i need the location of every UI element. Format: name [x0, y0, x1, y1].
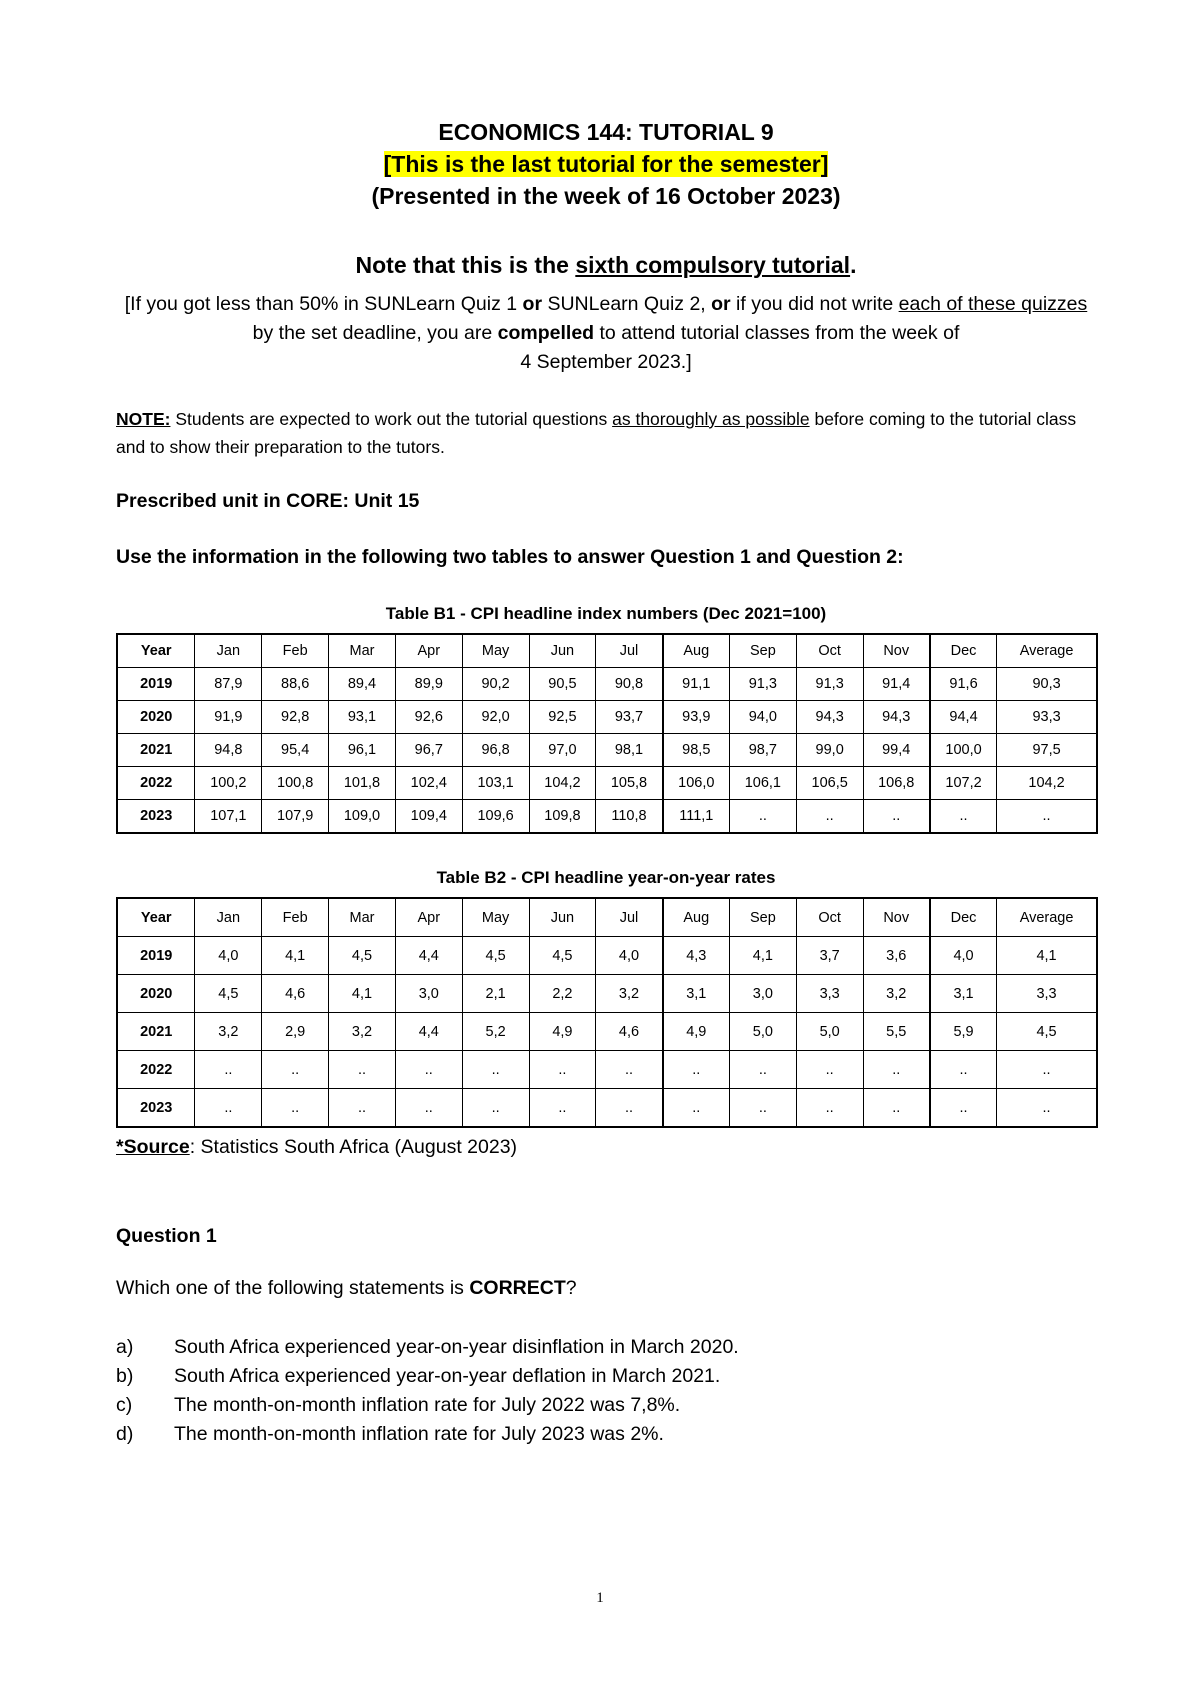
table-cell: 104,2 [997, 767, 1097, 800]
preparation-note: NOTE: Students are expected to work out the tutorial questions as thoroughly as possible before coming to the tutorial class and to show their preparation to the tutors. [116, 409, 1077, 457]
table-cell: .. [997, 800, 1097, 834]
table-cell: 99,0 [796, 734, 863, 767]
table-header-cell: Dec [930, 898, 997, 937]
presented-date: (Presented in the week of 16 October 2023) [371, 183, 841, 209]
table-cell: 109,0 [329, 800, 396, 834]
table-cell: 95,4 [262, 734, 329, 767]
table-cell: 5,0 [729, 1013, 796, 1051]
question-1-text: Which one of the following statements is CORRECT? [116, 1277, 577, 1299]
table-row [117, 1013, 1097, 1051]
table-cell: 106,5 [796, 767, 863, 800]
table-cell: 3,1 [930, 975, 997, 1013]
table-cell: 105,8 [596, 767, 663, 800]
table-header-cell: Feb [262, 634, 329, 668]
table-cell: .. [997, 1051, 1097, 1089]
table-cell: .. [930, 1089, 997, 1128]
table-cell: 4,1 [997, 937, 1097, 975]
table-cell: 110,8 [596, 800, 663, 834]
table-cell: 91,3 [796, 668, 863, 701]
table-header-cell: Nov [863, 898, 930, 937]
table-cell: 111,1 [663, 800, 730, 834]
table-row-year: 2022 [117, 1051, 195, 1089]
table-row [117, 975, 1097, 1013]
table-cell: 93,1 [329, 701, 396, 734]
prescribed-unit: Prescribed unit in CORE: Unit 15 [116, 490, 420, 512]
table-cell: 99,4 [863, 734, 930, 767]
table-cell: 4,5 [462, 937, 529, 975]
table-cell: .. [663, 1051, 730, 1089]
table-cell: 89,9 [395, 668, 462, 701]
table-cell: 3,3 [997, 975, 1097, 1013]
table-cell: 109,6 [462, 800, 529, 834]
table-row-year: 2023 [117, 1089, 195, 1128]
table-cell: 4,9 [663, 1013, 730, 1051]
attendance-conditions: [If you got less than 50% in SUNLearn Quiz 1 or SUNLearn Quiz 2, or if you did not write each of these quizzes by the set deadline, you are compelled to attend tutorial classes from the week of 4 September 2023.] [124, 293, 1088, 373]
last-tutorial-notice: [This is the last tutorial for the semester] [383, 151, 829, 177]
table-cell: 90,3 [997, 668, 1097, 701]
table-header-cell: May [462, 634, 529, 668]
table-cell: 96,7 [395, 734, 462, 767]
table-header-cell: Average [997, 634, 1097, 668]
table-cell: 4,4 [395, 1013, 462, 1051]
table-cell: 87,9 [195, 668, 262, 701]
table-cell: 2,1 [462, 975, 529, 1013]
table-header-cell: Jun [529, 898, 596, 937]
table-row-year: 2019 [117, 937, 195, 975]
table-cell: .. [596, 1051, 663, 1089]
table-cell: .. [596, 1089, 663, 1128]
table-row-year: 2020 [117, 701, 195, 734]
table-header-cell: Jan [195, 898, 262, 937]
question-1-options [116, 1333, 739, 1449]
page-title: ECONOMICS 144: TUTORIAL 9 [438, 119, 774, 145]
table-header-row [117, 634, 1097, 668]
table-cell: .. [863, 800, 930, 834]
table-cell: .. [262, 1051, 329, 1089]
table-cell: .. [930, 1051, 997, 1089]
table-cell: 4,1 [262, 937, 329, 975]
table-cell: .. [462, 1089, 529, 1128]
table-cell: 94,8 [195, 734, 262, 767]
table-cell: .. [930, 800, 997, 834]
table-row-year: 2021 [117, 734, 195, 767]
table-cell: 4,6 [596, 1013, 663, 1051]
option-a: a) South Africa experienced year-on-year disinflation in March 2020. [116, 1336, 739, 1358]
table-cell: 93,9 [663, 701, 730, 734]
table-cell: .. [195, 1051, 262, 1089]
table-b2 [116, 897, 1098, 1128]
table-header-cell: Aug [663, 634, 730, 668]
table-cell: 107,1 [195, 800, 262, 834]
table-header-cell: May [462, 898, 529, 937]
table-cell: 3,1 [663, 975, 730, 1013]
table-cell: 103,1 [462, 767, 529, 800]
table-row [117, 1089, 1097, 1128]
table-cell: .. [796, 800, 863, 834]
table-cell: 97,5 [997, 734, 1097, 767]
table-header-cell: Aug [663, 898, 730, 937]
table-cell: 106,1 [729, 767, 796, 800]
table-cell: 5,0 [796, 1013, 863, 1051]
table-cell: 92,5 [529, 701, 596, 734]
table-row [117, 800, 1097, 834]
table-cell: 101,8 [329, 767, 396, 800]
table-cell: .. [262, 1089, 329, 1128]
table-cell: 4,5 [529, 937, 596, 975]
table-instructions: Use the information in the following two tables to answer Question 1 and Question 2: [116, 546, 904, 568]
table-cell: 91,4 [863, 668, 930, 701]
table-cell: .. [329, 1089, 396, 1128]
table-cell: 94,4 [930, 701, 997, 734]
table-cell: 109,8 [529, 800, 596, 834]
table-cell: 3,2 [195, 1013, 262, 1051]
table-cell: 104,2 [529, 767, 596, 800]
table-header-cell: Jan [195, 634, 262, 668]
table-cell: 100,0 [930, 734, 997, 767]
table-cell: 90,5 [529, 668, 596, 701]
table-cell: 3,0 [395, 975, 462, 1013]
table-cell: 5,9 [930, 1013, 997, 1051]
table-cell: .. [863, 1051, 930, 1089]
document-header [116, 116, 1096, 212]
table-cell: 90,2 [462, 668, 529, 701]
table-cell: 4,5 [195, 975, 262, 1013]
table-cell: .. [729, 1051, 796, 1089]
table-row [117, 701, 1097, 734]
table-header-row [117, 898, 1097, 937]
table-cell: 90,8 [596, 668, 663, 701]
table-cell: 4,1 [729, 937, 796, 975]
table-row-year: 2020 [117, 975, 195, 1013]
table-cell: .. [729, 1089, 796, 1128]
table-header-cell: Year [117, 898, 195, 937]
table-cell: 2,9 [262, 1013, 329, 1051]
table-cell: .. [729, 800, 796, 834]
table-cell: 100,2 [195, 767, 262, 800]
table-header-cell: Nov [863, 634, 930, 668]
table-cell: .. [529, 1051, 596, 1089]
table-cell: 94,3 [796, 701, 863, 734]
table-header-cell: Jul [596, 634, 663, 668]
table-cell: 4,9 [529, 1013, 596, 1051]
table-cell: 5,2 [462, 1013, 529, 1051]
table-row [117, 937, 1097, 975]
table-cell: 4,0 [930, 937, 997, 975]
table-header-cell: Sep [729, 898, 796, 937]
table-cell: 91,1 [663, 668, 730, 701]
option-c: c) The month-on-month inflation rate for July 2022 was 7,8%. [116, 1394, 681, 1416]
table-cell: 100,8 [262, 767, 329, 800]
table-row [117, 767, 1097, 800]
table-cell: 4,6 [262, 975, 329, 1013]
table-header-cell: Jul [596, 898, 663, 937]
table-cell: 3,2 [596, 975, 663, 1013]
table-cell: 94,3 [863, 701, 930, 734]
table-cell: 98,5 [663, 734, 730, 767]
table-cell: 97,0 [529, 734, 596, 767]
table-cell: .. [395, 1089, 462, 1128]
table-header-cell: Mar [329, 898, 396, 937]
table-header-cell: Apr [395, 634, 462, 668]
table-header-cell: Apr [395, 898, 462, 937]
table-header-cell: Oct [796, 634, 863, 668]
table-cell: 91,6 [930, 668, 997, 701]
table-cell: 106,0 [663, 767, 730, 800]
table-row-year: 2023 [117, 800, 195, 834]
table-cell: 2,2 [529, 975, 596, 1013]
table-cell: 4,4 [395, 937, 462, 975]
table-cell: 89,4 [329, 668, 396, 701]
table-cell: .. [329, 1051, 396, 1089]
option-b: b) South Africa experienced year-on-year deflation in March 2021. [116, 1365, 721, 1387]
table-header-cell: Year [117, 634, 195, 668]
table-cell: 3,3 [796, 975, 863, 1013]
compulsory-notice: Note that this is the sixth compulsory tutorial. [355, 252, 857, 278]
table-cell: 91,9 [195, 701, 262, 734]
table-b1-caption: Table B1 - CPI headline index numbers (Dec 2021=100) [385, 604, 827, 623]
table-cell: .. [395, 1051, 462, 1089]
page-number: 1 [596, 1590, 604, 1606]
table-cell: 4,3 [663, 937, 730, 975]
table-cell: 94,0 [729, 701, 796, 734]
table-cell: 109,4 [395, 800, 462, 834]
table-cell: 92,0 [462, 701, 529, 734]
table-header-cell: Oct [796, 898, 863, 937]
table-cell: 3,7 [796, 937, 863, 975]
table-cell: 92,8 [262, 701, 329, 734]
table-cell: 107,2 [930, 767, 997, 800]
table-header-cell: Dec [930, 634, 997, 668]
table-cell: 96,8 [462, 734, 529, 767]
table-cell: 98,7 [729, 734, 796, 767]
table-cell: 91,3 [729, 668, 796, 701]
table-row-year: 2021 [117, 1013, 195, 1051]
table-header-cell: Sep [729, 634, 796, 668]
table-header-cell: Mar [329, 634, 396, 668]
table-header-cell: Jun [529, 634, 596, 668]
table-cell: 4,5 [997, 1013, 1097, 1051]
table-cell: 107,9 [262, 800, 329, 834]
table-cell: 93,3 [997, 701, 1097, 734]
table-row-year: 2022 [117, 767, 195, 800]
table-cell: .. [529, 1089, 596, 1128]
table-cell: 4,1 [329, 975, 396, 1013]
table-row-year: 2019 [117, 668, 195, 701]
table-b2-caption: Table B2 - CPI headline year-on-year rates [436, 868, 776, 887]
table-header-cell: Feb [262, 898, 329, 937]
table-b1 [116, 633, 1098, 834]
table-cell: .. [997, 1089, 1097, 1128]
question-1-title: Question 1 [116, 1225, 217, 1247]
table-cell: 3,2 [329, 1013, 396, 1051]
table-cell: 4,0 [596, 937, 663, 975]
table-cell: 106,8 [863, 767, 930, 800]
table-cell: 3,6 [863, 937, 930, 975]
table-cell: 3,2 [863, 975, 930, 1013]
table-cell: 88,6 [262, 668, 329, 701]
table-cell: 4,0 [195, 937, 262, 975]
table-row [117, 734, 1097, 767]
table-cell: 96,1 [329, 734, 396, 767]
table-cell: .. [796, 1089, 863, 1128]
table-cell: .. [663, 1089, 730, 1128]
table-cell: .. [195, 1089, 262, 1128]
table-cell: .. [863, 1089, 930, 1128]
table-cell: 92,6 [395, 701, 462, 734]
table-cell: 102,4 [395, 767, 462, 800]
table-header-cell: Average [997, 898, 1097, 937]
table-cell: 3,0 [729, 975, 796, 1013]
table-cell: .. [796, 1051, 863, 1089]
table-cell: 93,7 [596, 701, 663, 734]
source-note: *Source: Statistics South Africa (August 2023) [116, 1136, 518, 1158]
table-cell: .. [462, 1051, 529, 1089]
table-row [117, 1051, 1097, 1089]
table-row [117, 668, 1097, 701]
table-cell: 4,5 [329, 937, 396, 975]
table-cell: 5,5 [863, 1013, 930, 1051]
option-d: d) The month-on-month inflation rate for July 2023 was 2%. [116, 1423, 664, 1445]
table-cell: 98,1 [596, 734, 663, 767]
